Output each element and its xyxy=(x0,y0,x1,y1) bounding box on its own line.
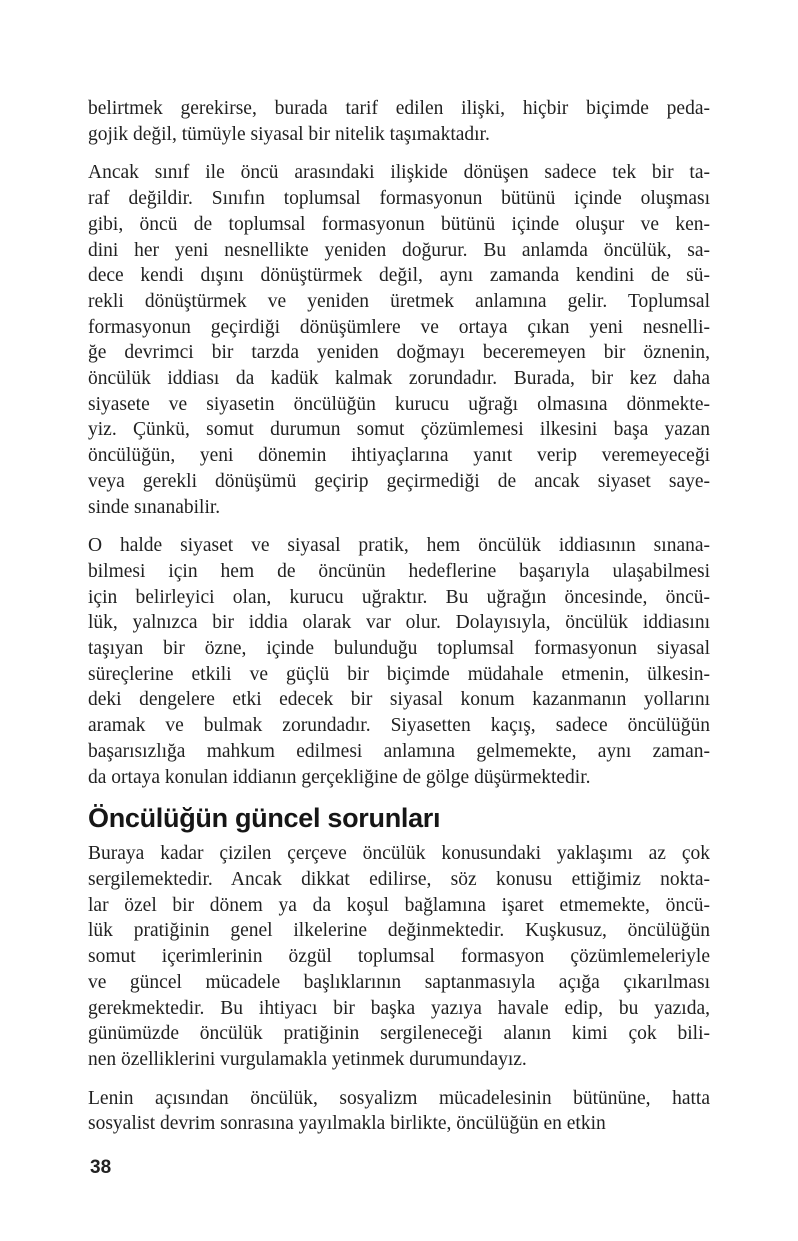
text-line: gerekmektedir. Bu ihtiyacı bir başka yazıya havale edip, bu yazıda, xyxy=(88,997,710,1019)
text-line: lük, yalnızca bir iddia olarak var olur. Dolayısıyla, öncülük iddiasını xyxy=(88,612,710,634)
text-line: belirtmek gerekirse, burada tarif edilen ilişki, hiçbir biçimde peda- xyxy=(88,98,710,119)
text-line: bilmesi için hem de öncünün hedeflerine başarıyla ulaşabilmesi xyxy=(88,560,710,582)
text-line: gibi, öncü de toplumsal formasyonun bütünü içinde oluşur ve ken- xyxy=(88,213,710,235)
text-line: rekli dönüştürmek ve yeniden üretmek anlamına gelir. Toplumsal xyxy=(88,290,710,312)
text-line: somut içerimlerinin özgül toplumsal formasyon çözümlemeleriyle xyxy=(88,946,710,968)
paragraph xyxy=(88,96,710,147)
text-line: raf değildir. Sınıfın toplumsal formasyonun bütünü içinde oluşması xyxy=(88,188,710,210)
text-line: dini her yeni nesnellikte yeniden doğurur. Bu anlamda öncülük, sa- xyxy=(88,239,710,261)
text-line: sinde sınanabilir. xyxy=(88,496,221,518)
paragraph xyxy=(88,841,710,1072)
text-line: öncülüğün, yeni dönemin ihtiyaçlarına yanıt verip veremeyeceği xyxy=(88,445,710,467)
text-line: taşıyan bir özne, içinde bulunduğu toplumsal formasyonun siyasal xyxy=(88,638,710,660)
text-line: deki dengelere etki edecek bir siyasal konum kazanmanın yollarını xyxy=(88,689,710,711)
paragraph xyxy=(88,533,710,790)
paragraph xyxy=(88,1086,710,1137)
text-line: Lenin açısından öncülük, sosyalizm mücadelesinin bütününe, hatta xyxy=(88,1087,710,1109)
text-line: öncülük iddiası da kadük kalmak zorundadır. Burada, bir kez daha xyxy=(88,368,710,390)
paragraph xyxy=(88,160,710,520)
text-line: formasyonun geçirdiği dönüşümlere ve ortaya çıkan yeni nesnelli- xyxy=(88,316,710,338)
text-line: süreçlerine etkili ve güçlü bir biçimde müdahale etmenin, ülkesin- xyxy=(88,663,710,685)
page-text xyxy=(88,96,710,1150)
text-line: günümüzde öncülük pratiğinin sergileneceği alanın kimi çok bili- xyxy=(88,1023,710,1045)
text-line: lar özel bir dönem ya da koşul bağlamına işaret etmemekte, öncü- xyxy=(88,894,710,916)
text-line: Ancak sınıf ile öncü arasındaki ilişkide dönüşen sadece tek bir ta- xyxy=(88,162,710,184)
text-line: ve güncel mücadele başlıklarının saptanmasıyla açığa çıkarılması xyxy=(88,971,710,993)
text-line: yiz. Çünkü, somut durumun somut çözümlemesi ilkesini başa yazan xyxy=(88,419,710,441)
text-line: başarısızlığa mahkum edilmesi anlamına gelmemekte, aynı zaman- xyxy=(88,740,710,762)
text-line: gojik değil, tümüyle siyasal bir nitelik taşımaktadır. xyxy=(88,123,490,145)
text-line: siyasete ve siyasetin öncülüğün kurucu uğrağı olmasına dönmekte- xyxy=(88,393,710,415)
text-line: dece kendi dışını dönüştürmek değil, aynı zamanda kendini de sü- xyxy=(88,265,710,287)
text-line: nen özelliklerini vurgulamakla yetinmek durumundayız. xyxy=(88,1048,527,1070)
text-line: O halde siyaset ve siyasal pratik, hem öncülük iddiasının sınana- xyxy=(88,535,710,557)
section-heading: Öncülüğün güncel sorunları xyxy=(88,803,441,834)
text-line: ğe devrimci bir tarzda yeniden doğmayı beceremeyen bir öznenin, xyxy=(88,342,710,364)
text-line: veya gerekli dönüşümü geçirip geçirmediği de ancak siyaset saye- xyxy=(88,470,710,492)
text-line: aramak ve bulmak zorundadır. Siyasetten kaçış, sadece öncülüğün xyxy=(88,715,710,737)
text-line: lük pratiğinin genel ilkelerine değinmektedir. Kuşkusuz, öncülüğün xyxy=(88,920,710,942)
text-line: sosyalist devrim sonrasına yayılmakla birlikte, öncülüğün en etkin xyxy=(88,1113,606,1135)
text-line: Buraya kadar çizilen çerçeve öncülük konusundaki yaklaşımı az çok xyxy=(88,843,710,865)
text-line: da ortaya konulan iddianın gerçekliğine de gölge düşürmektedir. xyxy=(88,766,591,788)
text-line: için belirleyici olan, kurucu uğraktır. Bu uğrağın öncesinde, öncü- xyxy=(88,586,710,608)
text-line: sergilemektedir. Ancak dikkat edilirse, söz konusu ettiğimiz nokta- xyxy=(88,868,710,890)
page-number: 38 xyxy=(90,1157,112,1178)
